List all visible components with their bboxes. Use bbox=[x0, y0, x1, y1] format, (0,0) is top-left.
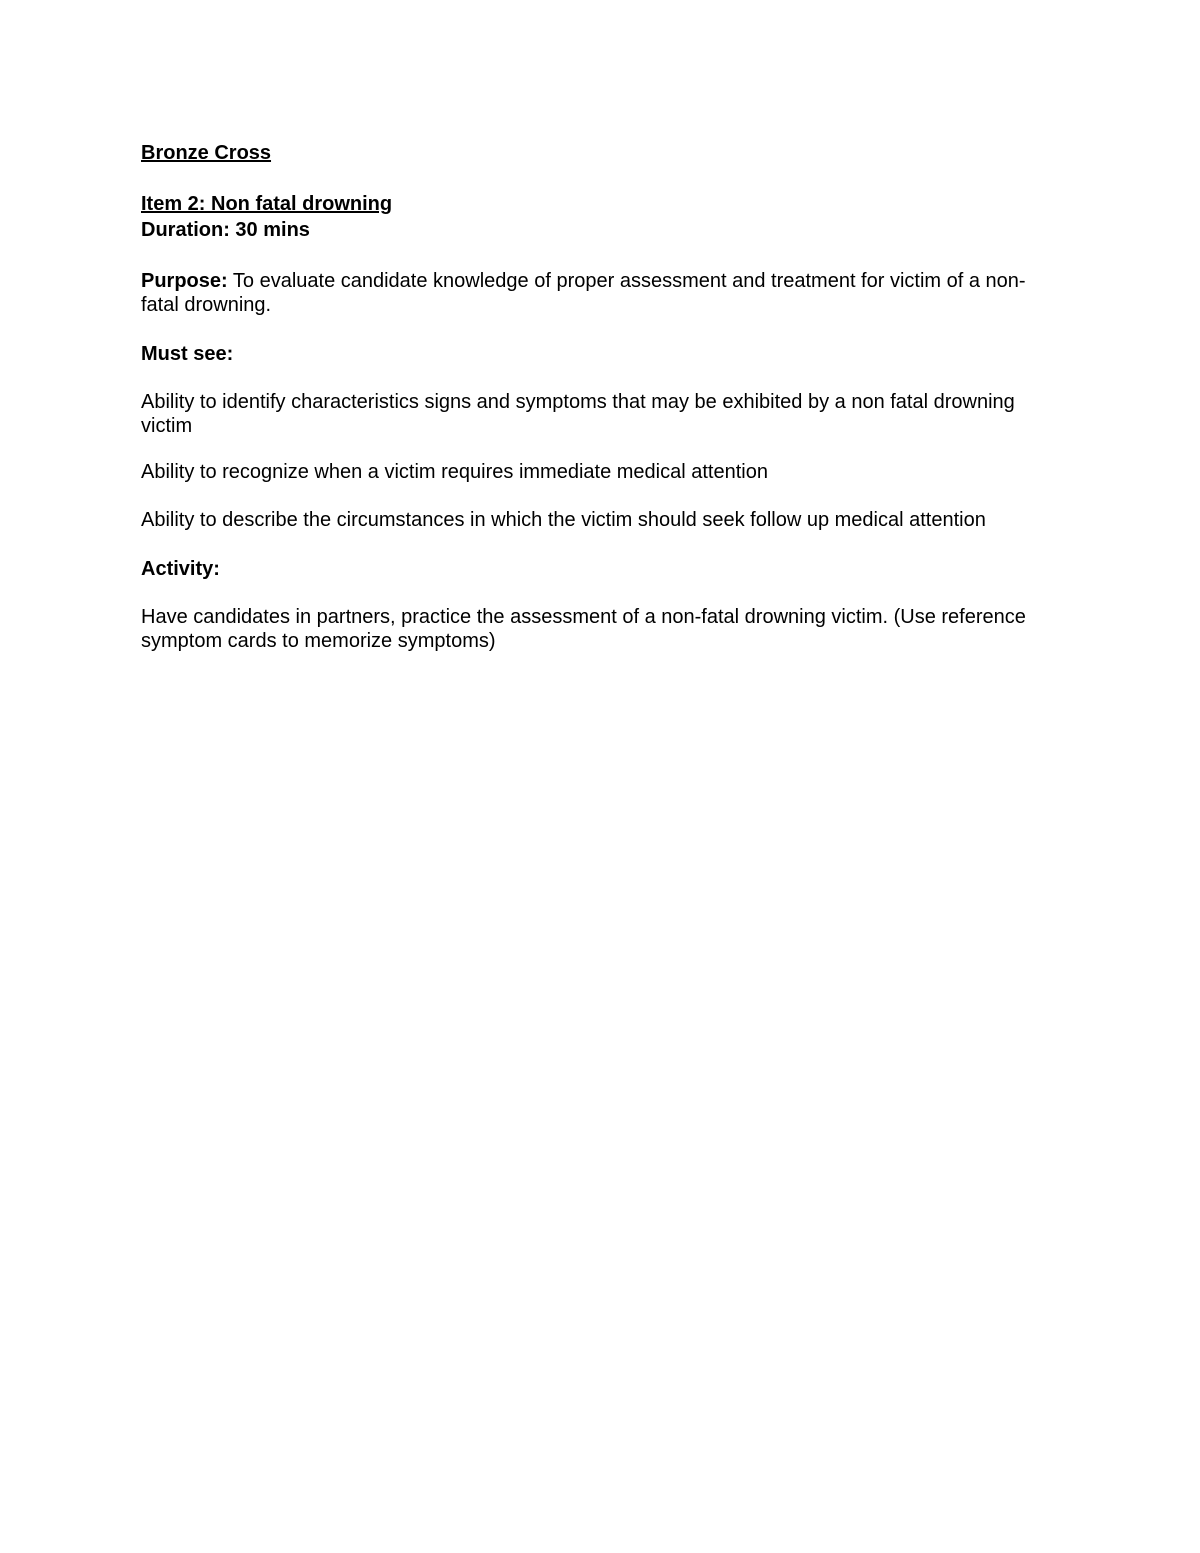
must-see-item: Ability to describe the circumstances in which the victim should seek follow up medical attention bbox=[141, 509, 986, 531]
purpose-text: To evaluate candidate knowledge of proper assessment and treatment for victim of a non-fatal drowning. bbox=[141, 270, 1026, 316]
purpose-paragraph bbox=[141, 269, 1061, 317]
must-see-heading: Must see: bbox=[141, 343, 234, 365]
duration-line: Duration: 30 mins bbox=[141, 219, 310, 241]
must-see-item: Ability to recognize when a victim requires immediate medical attention bbox=[141, 461, 768, 483]
document-body bbox=[141, 141, 1061, 653]
must-see-item: Ability to identify characteristics signs and symptoms that may be exhibited by a non fatal drowning victim bbox=[141, 391, 1015, 437]
activity-heading: Activity: bbox=[141, 558, 220, 580]
document-title: Bronze Cross bbox=[141, 142, 272, 164]
item-heading: Item 2: Non fatal drowning bbox=[141, 193, 393, 215]
purpose-label: Purpose: bbox=[141, 270, 228, 292]
activity-text: Have candidates in partners, practice the assessment of a non-fatal drowning victim. (Use reference symptom cards to memorize symptoms) bbox=[141, 606, 1026, 652]
